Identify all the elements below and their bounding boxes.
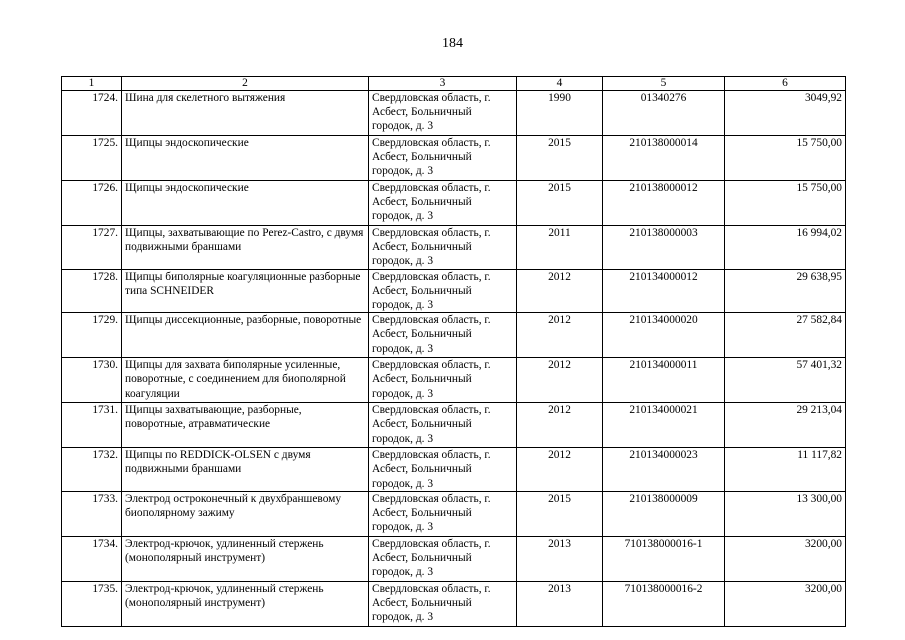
row-number-cell: 1724. (62, 91, 122, 136)
cost-cell: 15 750,00 (725, 181, 846, 226)
column-header: 6 (725, 77, 846, 91)
table-row (62, 491, 846, 536)
row-number-cell: 1728. (62, 269, 122, 313)
item-name-cell: Шина для скелетного вытяжения (122, 91, 369, 136)
item-name-cell: Щипцы захватывающие, разборные, поворотные, атравматические (122, 403, 369, 448)
item-name-cell: Электрод остроконечный к двухбраншевому биополярному зажиму (122, 491, 369, 536)
table-row (62, 181, 846, 226)
inventory-number-cell: 210134000020 (603, 313, 725, 358)
item-name-cell: Щипцы эндоскопические (122, 136, 369, 181)
item-name-cell: Щипцы эндоскопические (122, 181, 369, 226)
address-cell: Свердловская область, г. Асбест, Больничный городок, д. 3 (369, 313, 517, 358)
row-number-cell: 1734. (62, 536, 122, 581)
row-number-cell: 1731. (62, 403, 122, 448)
address-cell: Свердловская область, г. Асбест, Больничный городок, д. 3 (369, 448, 517, 492)
year-cell: 2012 (517, 403, 603, 448)
table-row (62, 91, 846, 136)
column-header: 4 (517, 77, 603, 91)
inventory-number-cell: 210134000012 (603, 269, 725, 313)
table-row (62, 358, 846, 403)
table-row (62, 448, 846, 492)
year-cell: 2015 (517, 136, 603, 181)
year-cell: 2012 (517, 269, 603, 313)
year-cell: 2012 (517, 358, 603, 403)
inventory-number-cell: 210134000021 (603, 403, 725, 448)
address-cell: Свердловская область, г. Асбест, Больничный городок, д. 3 (369, 136, 517, 181)
row-number-cell: 1735. (62, 581, 122, 626)
table-row (62, 581, 846, 626)
inventory-number-cell: 210138000003 (603, 226, 725, 270)
inventory-number-cell: 01340276 (603, 91, 725, 136)
inventory-number-cell: 710138000016-1 (603, 536, 725, 581)
item-name-cell: Электрод-крючок, удлиненный стержень (монополярный инструмент) (122, 536, 369, 581)
item-name-cell: Электрод-крючок, удлиненный стержень (монополярный инструмент) (122, 581, 369, 626)
column-header: 1 (62, 77, 122, 91)
inventory-number-cell: 210138000009 (603, 491, 725, 536)
address-cell: Свердловская область, г. Асбест, Больничный городок, д. 3 (369, 581, 517, 626)
address-cell: Свердловская область, г. Асбест, Больничный городок, д. 3 (369, 358, 517, 403)
cost-cell: 13 300,00 (725, 491, 846, 536)
address-cell: Свердловская область, г. Асбест, Больничный городок, д. 3 (369, 226, 517, 270)
cost-cell: 57 401,32 (725, 358, 846, 403)
row-number-cell: 1729. (62, 313, 122, 358)
address-cell: Свердловская область, г. Асбест, Больничный городок, д. 3 (369, 181, 517, 226)
year-cell: 2011 (517, 226, 603, 270)
column-header: 5 (603, 77, 725, 91)
column-number-row (62, 77, 846, 91)
item-name-cell: Щипцы, захватывающие по Perez-Castro, с двумя подвижными браншами (122, 226, 369, 270)
year-cell: 2012 (517, 448, 603, 492)
year-cell: 2015 (517, 491, 603, 536)
item-name-cell: Щипцы по REDDICK-OLSEN с двумя подвижными браншами (122, 448, 369, 492)
cost-cell: 3049,92 (725, 91, 846, 136)
row-number-cell: 1732. (62, 448, 122, 492)
address-cell: Свердловская область, г. Асбест, Больничный городок, д. 3 (369, 91, 517, 136)
year-cell: 2013 (517, 536, 603, 581)
table-row (62, 269, 846, 313)
table-row (62, 226, 846, 270)
page-number: 184 (442, 36, 463, 51)
row-number-cell: 1726. (62, 181, 122, 226)
cost-cell: 29 213,04 (725, 403, 846, 448)
table-row (62, 536, 846, 581)
property-registry-table (61, 76, 846, 627)
row-number-cell: 1725. (62, 136, 122, 181)
year-cell: 1990 (517, 91, 603, 136)
row-number-cell: 1727. (62, 226, 122, 270)
cost-cell: 29 638,95 (725, 269, 846, 313)
inventory-number-cell: 210134000011 (603, 358, 725, 403)
cost-cell: 3200,00 (725, 536, 846, 581)
cost-cell: 16 994,02 (725, 226, 846, 270)
address-cell: Свердловская область, г. Асбест, Больничный городок, д. 3 (369, 536, 517, 581)
year-cell: 2013 (517, 581, 603, 626)
year-cell: 2015 (517, 181, 603, 226)
item-name-cell: Щипцы для захвата биполярные усиленные, поворотные, с соединением для биополярной коагуляции (122, 358, 369, 403)
cost-cell: 15 750,00 (725, 136, 846, 181)
inventory-number-cell: 210138000014 (603, 136, 725, 181)
row-number-cell: 1733. (62, 491, 122, 536)
inventory-number-cell: 210134000023 (603, 448, 725, 492)
cost-cell: 27 582,84 (725, 313, 846, 358)
address-cell: Свердловская область, г. Асбест, Больничный городок, д. 3 (369, 403, 517, 448)
table-row (62, 403, 846, 448)
table-row (62, 136, 846, 181)
inventory-number-cell: 710138000016-2 (603, 581, 725, 626)
item-name-cell: Щипцы диссекционные, разборные, поворотные (122, 313, 369, 358)
address-cell: Свердловская область, г. Асбест, Больничный городок, д. 3 (369, 269, 517, 313)
item-name-cell: Щипцы биполярные коагуляционные разборные типа SCHNEIDER (122, 269, 369, 313)
column-header: 2 (122, 77, 369, 91)
table-row (62, 313, 846, 358)
column-header: 3 (369, 77, 517, 91)
address-cell: Свердловская область, г. Асбест, Больничный городок, д. 3 (369, 491, 517, 536)
cost-cell: 3200,00 (725, 581, 846, 626)
row-number-cell: 1730. (62, 358, 122, 403)
inventory-number-cell: 210138000012 (603, 181, 725, 226)
year-cell: 2012 (517, 313, 603, 358)
cost-cell: 11 117,82 (725, 448, 846, 492)
